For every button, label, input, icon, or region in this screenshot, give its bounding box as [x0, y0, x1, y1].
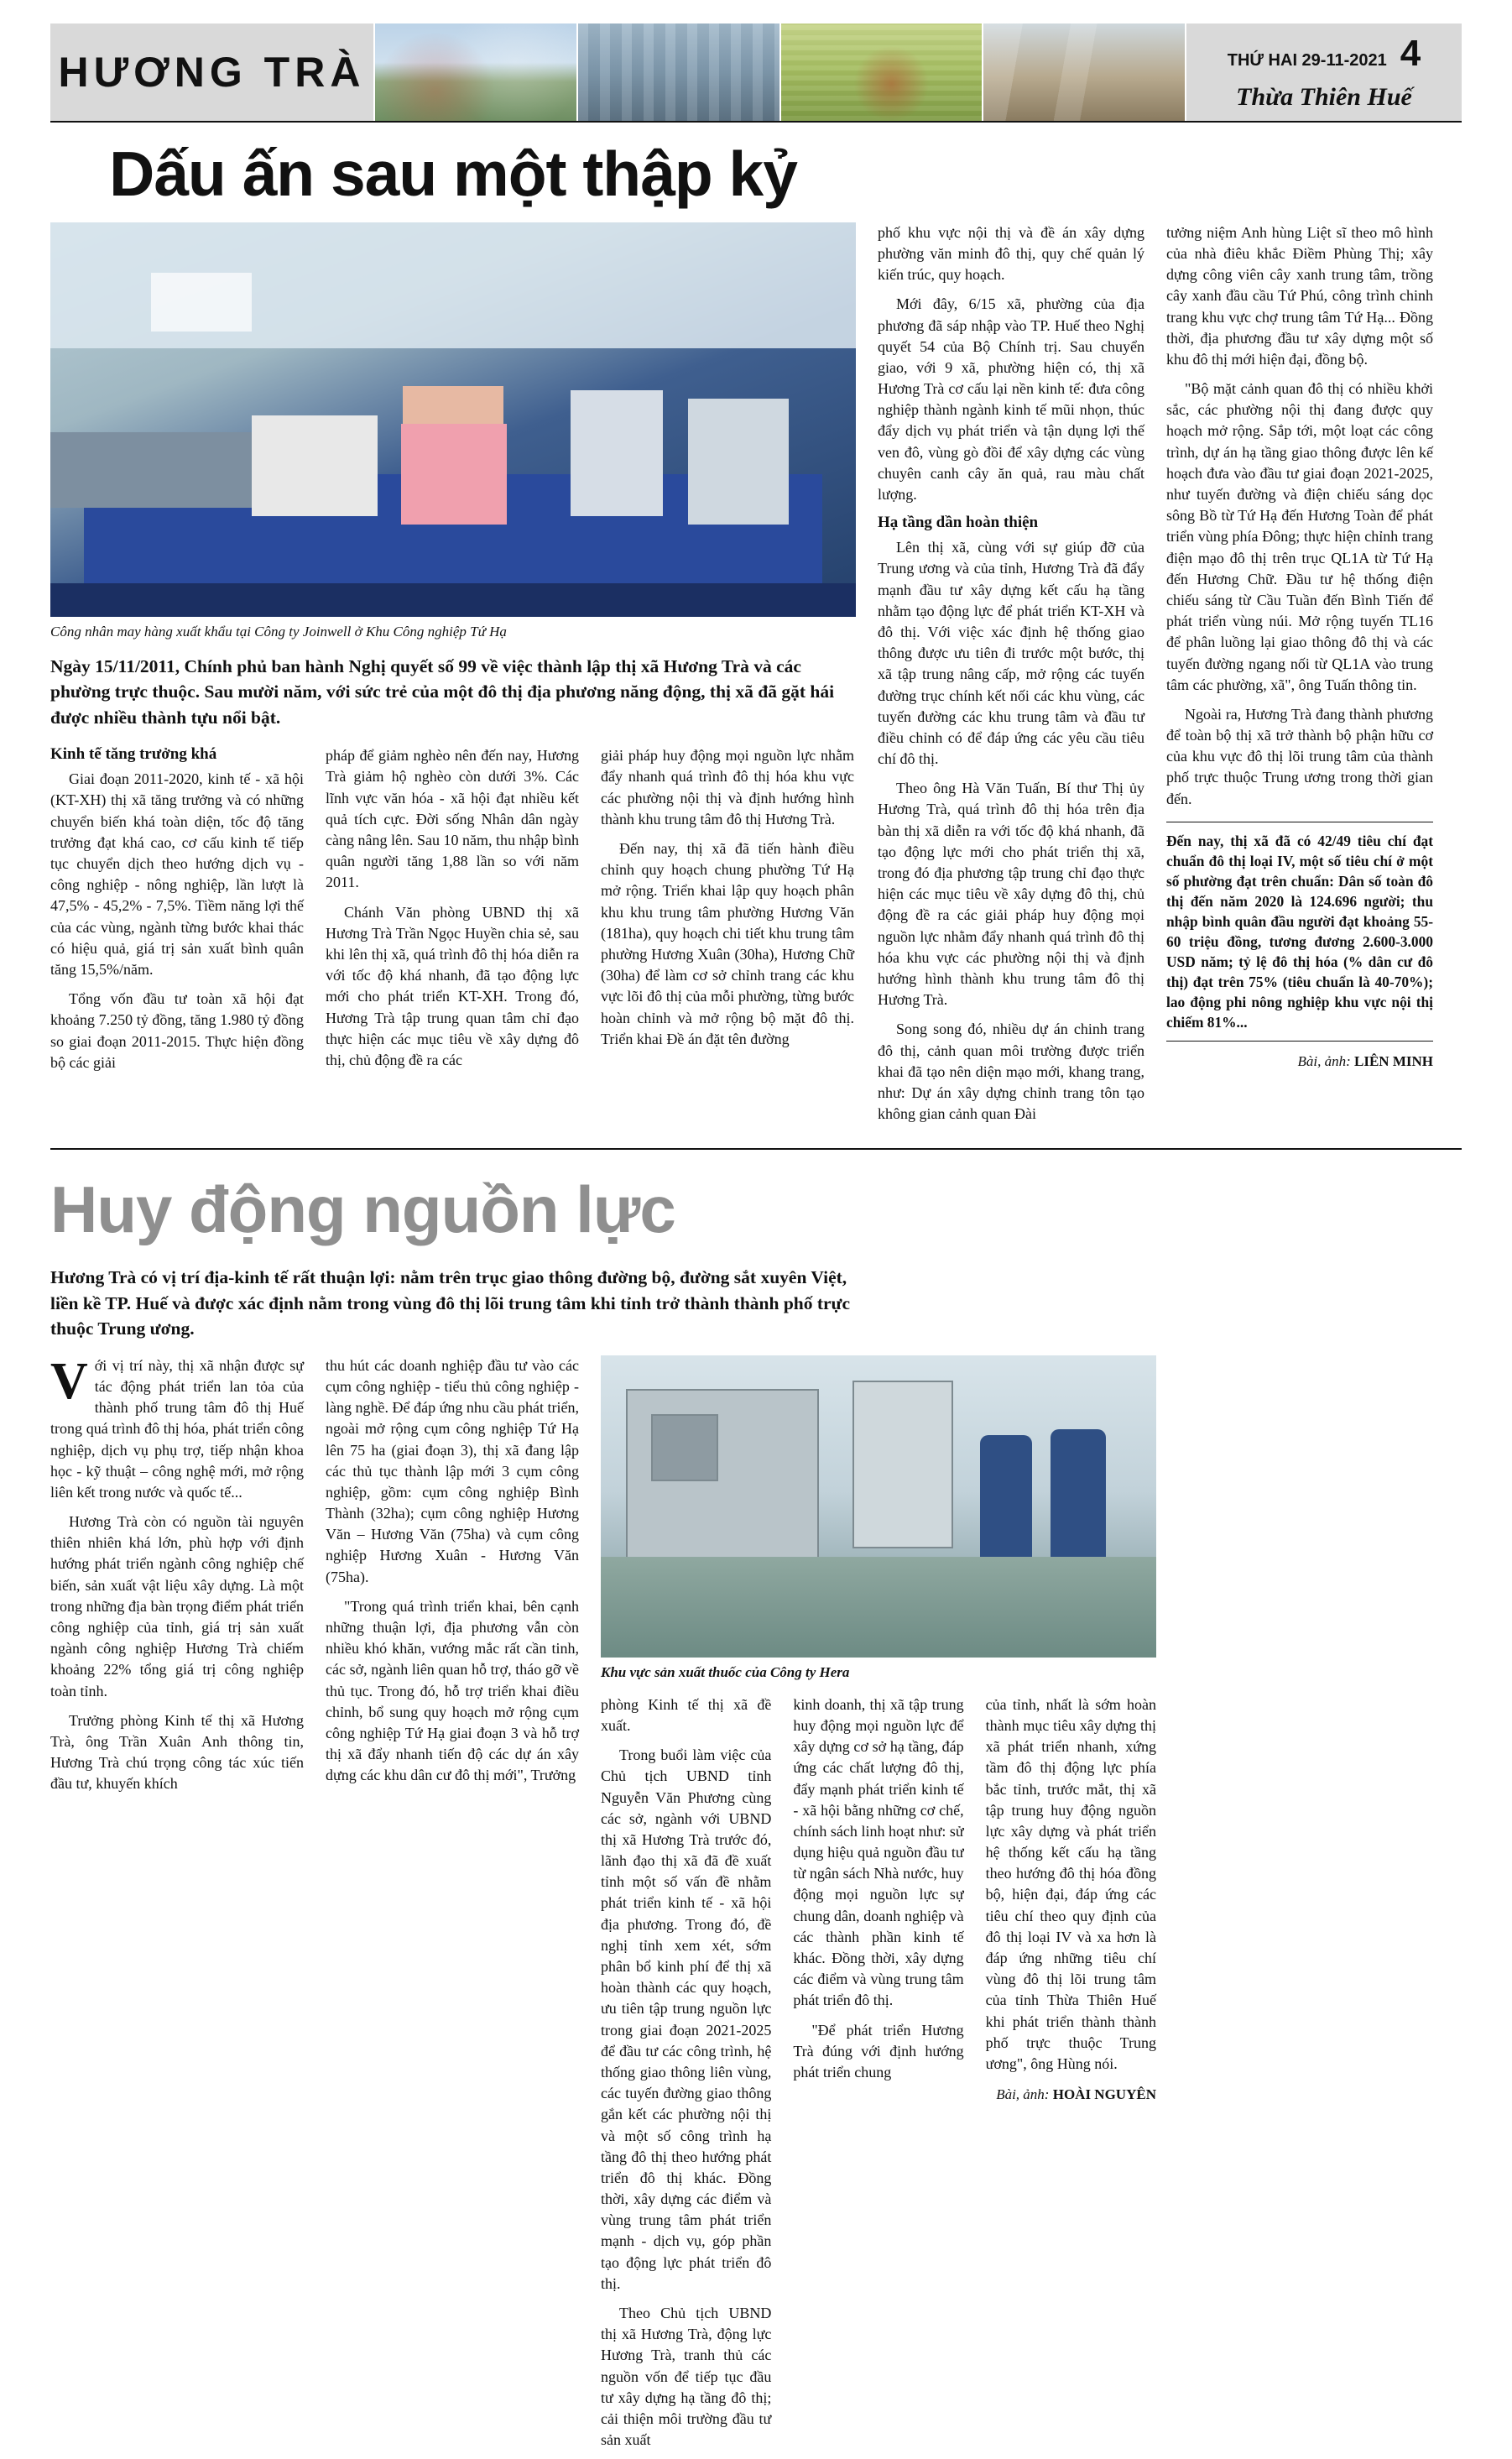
paragraph: "Bộ mặt cảnh quan đô thị có nhiều khởi sắc, các phường nội thị đang được quy hoạch mở rộng. Sắp tới, một loạt các công trình, dự án hạ tầng giao thông được lên kế hoạch đưa vào đầu tư giai đoạn 2021-2025, như tuyến đường và điện chiếu sáng dọc sông Bồ từ Tứ Hạ đến Hương Toàn để phát triển vùng phía Đông; thực hiện chỉnh trang điện mạo đô thị trên trục QL1A từ Tứ Hạ đến Hương Chữ. Đầu tư hệ thống điện chiếu sáng từ Cầu Tuần đến Bình Tiến để phát triển vùng núi. Mở rộng tuyến TL16 để phân luồng lại giao thông đô thị và các tuyến đường ngang nối từ QL1A vào trung tâm các phường, xã", ông Tuấn thông tin. [1166, 380, 1433, 693]
article-two-byline [986, 2086, 1156, 2103]
article-one [50, 123, 1462, 1150]
issue-date: THỨ HAI 29-11-2021 [1227, 51, 1387, 70]
section-name: HƯƠNG TRÀ [58, 49, 366, 96]
article-one-col-2 [326, 745, 579, 1082]
paragraph: phố khu vực nội thị và đề án xây dựng phường văn minh đô thị, quy chế quản lý kiến trúc, quy hoạch. [878, 223, 1144, 284]
article-one-col-5 [1166, 222, 1433, 1134]
paragraph: Trong buổi làm việc của Chủ tịch UBND tỉnh Nguyễn Văn Phương cùng các sở, ngành với UBND thị xã Hương Trà trước đó, lãnh đạo thị xã đã đề xuất tỉnh một số vấn đề nhằm phát triển kinh tế - xã hội địa phương. Trong đó, đề nghị tỉnh xem xét, sớm phân bổ kinh phí để thị xã hoàn thành các quy hoạch, ưu tiên tập trung nguồn lực trong giai đoạn 2021-2025 để đầu tư các công trình, hệ thống giao thông liên vùng, các tuyến đường giao thông gắn kết các phường nội thị và một số công trình hạ tầng đô thị theo hướng phát triển đô thị khác. Đồng thời, xây dựng các điểm và vùng trung tâm phát triển mạnh - dịch vụ, góp phần tạo động lực phát triển đô thị. [601, 1746, 772, 2292]
paragraph: Ngoài ra, Hương Trà đang thành phương để toàn bộ thị xã trở thành bộ phận hữu cơ của khu vực đô thị lõi trung tâm của thành phố trực thuộc Trung ương trong thời gian đến. [1166, 705, 1433, 807]
article-one-col-4 [878, 222, 1144, 1134]
article-two-lower-columns [601, 1694, 1156, 2459]
masthead-photo-strip [373, 23, 1185, 121]
sewing-factory-photo [50, 222, 856, 617]
article-one-subheading-1: Kinh tế tăng trưởng khá [50, 745, 217, 764]
paragraph: Chánh Văn phòng UBND thị xã Hương Trà Trần Ngọc Huyền chia sẻ, sau khi lên thị xã, quá trình đô thị hóa diễn ra với tốc độ khá nhanh, đã tạo động lực mới cho phát triển KT-XH. Trong đó, Hương Trà tập trung quan tâm chỉ đạo thực hiện các mục tiêu về xây dựng đô thị, chủ động đề ra các [326, 903, 579, 1068]
article-two-col-5 [986, 1694, 1156, 2459]
article-one-highlight-box: Đến nay, thị xã đã có 42/49 tiêu chí đạt chuẩn đô thị loại IV, một số tiêu chí ở một số phường đạt trên chuẩn: Dân số toàn đô thị đến năm 2020 là 124.696 người; thu nhập bình quân đầu người đạt khoảng 55-60 triệu đồng, tương đương 2.600-3.000 USD năm; tỷ lệ đô thị hóa (% dân cư đô thị) đạt trên 75% (tiêu chuẩn là 40-70%); lao động phi nông nghiệp khu vực nội thị chiếm 81%... [1166, 822, 1433, 1042]
factory-photo [576, 23, 779, 121]
article-one-lead: Ngày 15/11/2011, Chính phủ ban hành Nghị quyết số 99 về việc thành lập thị xã Hương Trà và các phường trực thuộc. Sau mười năm, với sức trẻ của một đô thị địa phương năng động, thị xã đã gặt hái được nhiều thành tựu nổi bật. [50, 655, 835, 728]
paragraph: thu hút các doanh nghiệp đầu tư vào các cụm công nghiệp - tiểu thủ công nghiệp - làng nghề. Để đáp ứng nhu cầu phát triển, ngoài mở rộng cụm công nghiệp Tứ Hạ lên 75 ha (giai đoạn 3), thị xã đang lập các thủ tục thành lập mới 3 cụm công nghiệp, gồm: cụm công nghiệp Bình Thành (32ha); cụm công nghiệp Hương Văn – Hương Văn (75ha) và cụm công nghiệp Hương Xuân - Hương Văn (75ha). [326, 1356, 579, 1585]
article-one-byline [1166, 1053, 1433, 1070]
pharma-production-photo [601, 1355, 1156, 1658]
street-photo [373, 23, 576, 121]
paragraph: Theo Chủ tịch UBND thị xã Hương Trà, động lực Hương Trà, tranh thủ các nguồn vốn để tiếp tục đầu tư xây dựng hạ tầng đô thị; cải thiện môi trường đầu tư sản xuất [601, 2305, 772, 2449]
article-one-subheading-2: Hạ tầng dần hoàn thiện [878, 514, 1039, 532]
paragraph: tưởng niệm Anh hùng Liệt sĩ theo mô hình của nhà điêu khắc Điềm Phùng Thị; xây dựng công viên cây xanh trung tâm, trồng cây xanh đầu cầu Tứ Phú, công trình chinh trang khu vực chợ trung tâm Tứ Hạ... Đồng thời, địa phương đầu tư xây dựng một số khu đô thị mới hiện đại, đồng bộ. [1166, 223, 1433, 368]
byline-label: Bài, ảnh: [1297, 1052, 1351, 1069]
issue-date-row [1228, 33, 1421, 75]
article-two-right-block [601, 1355, 1156, 2459]
paper-name: Thừa Thiên Huế [1236, 83, 1412, 111]
article-two-photo-caption: Khu vực sản xuất thuốc của Công ty Hera [601, 1663, 850, 1680]
paragraph: Đến nay, thị xã đã tiến hành điều chỉnh quy hoạch chung phường Tứ Hạ mở rộng. Triển khai lập quy hoạch phân khu khu trung tâm phường Hương Văn (181ha), quy hoạch chi tiết khu trung tâm phường Hương Xuân (30ha), Hương Chữ (30ha) để làm cơ sở chỉnh trang các khu vực lõi đô thị của mỗi phường, từng bước hoàn chỉnh và mở rộng bộ mặt đô thị. Triển khai Đề án đặt tên đường [601, 840, 854, 1047]
article-one-headline: Dấu ấn sau một thập kỷ [109, 138, 797, 209]
paragraph: Giai đoạn 2011-2020, kinh tế - xã hội (KT-XH) thị xã tăng trưởng và có những chuyển biến khá toàn diện, tốc độ tăng trưởng đạt khá cao, cơ cấu kinh tế tiếp tục chuyển dịch theo hướng dịch vụ - công nghiệp - nông nghiệp, lần lượt là 47,5% - 45,2% - 7,5%. Tiềm năng lợi thế của các vùng, ngành từng bước khai thác có hiệu quả, giá trị sản xuất bình quân tăng 15,5%/năm. [50, 770, 304, 978]
paragraph: kinh doanh, thị xã tập trung huy động mọi nguồn lực để xây dựng cơ sở hạ tầng, đáp ứng các chất lượng đô thị, đẩy mạnh phát triển kinh tế - xã hội bằng những cơ chế, chính sách linh hoạt như: sử dụng hiệu quả nguồn đầu tư từ ngân sách Nhà nước, huy động mọi nguồn lực sự chung dân, doanh nghiệp và các thành phần kinh tế khác. Đồng thời, xây dựng các điểm và vùng trung tâm phát triển đô thị. [793, 1695, 964, 2009]
article-two-col-3 [601, 1694, 771, 2459]
paragraph: Với vị trí này, thị xã nhận được sự tác động phát triển lan tỏa của thành phố trung tâm đô thị Huế trong quá trình đô thị hóa, phát triển công nghiệp, dịch vụ phụ trợ, tiếp nhận khoa học - kỹ thuật – công nghệ mới, mở rộng liên kết trong nước và quốc tế... [50, 1352, 304, 1501]
harvester-photo [779, 23, 983, 121]
paragraph: Theo ông Hà Văn Tuấn, Bí thư Thị ủy Hương Trà, quá trình đô thị hóa trên địa bàn thị xã diễn ra với tốc độ khá nhanh, đã tạo động lực mới cho phát triển thị xã, trong đó địa phương tập trung chỉ đạo thực hiện các mục tiêu về xây dựng đô thị, chủ động đề ra các giải pháp huy động mọi nguồn lực nhằm đẩy nhanh quá trình đô thị hóa khu vực các phường nội thị và định hướng hình thành khu trung tâm đô thị Hương Trà. [878, 780, 1144, 1009]
article-one-col-1 [50, 745, 304, 1082]
masthead-info [1185, 23, 1462, 121]
article-one-left-block [50, 222, 856, 1134]
paragraph: Mới đây, 6/15 xã, phường của địa phương đã sáp nhập vào TP. Huế theo Nghị quyết 54 của Bộ Chính trị. Sau chuyển giao, với 9 xã, phường hiện có, thị xã Hương Trà cơ cấu lại nền kinh tế: đưa công nghiệp thành ngành kinh tế mũi nhọn, thúc đẩy dịch vụ phát triển và tận dụng lợi thế ven đô, vùng gò đồi để xây dựng các vùng chuyên canh cây ăn quả, rau màu chất lượng. [878, 295, 1144, 503]
byline-label: Bài, ảnh: [996, 2086, 1050, 2103]
paragraph: "Để phát triển Hương Trà đúng với định hướng phát triển chung [793, 2021, 964, 2080]
article-two-col-4 [793, 1694, 963, 2459]
paragraph: giải pháp huy động mọi nguồn lực nhằm đẩy nhanh quá trình đô thị hóa khu vực các phường nội thị và định hướng hình thành khu trung tâm đô thị Hương Trà. [601, 747, 854, 827]
article-one-photo-caption: Công nhân may hàng xuất khẩu tại Công ty Joinwell ở Khu Công nghiệp Tứ Hạ [50, 623, 507, 640]
paragraph: "Trong quá trình triển khai, bên cạnh những thuận lợi, địa phương vẫn còn nhiều khó khăn, vướng mắc rất cần tinh, các sở, ngành liên quan hỗ trợ, tháo gỡ về thủ tục. Trong đó, hỗ trợ triển khai điều chỉnh, bổ sung quy hoạch mở rộng cụm công nghiệp Tứ Hạ giai đoạn 3 và hỗ trợ thị xã đẩy nhanh tiến độ các dự án xây dựng các khu dân cư đô thị mới", Trưởng [326, 1597, 579, 1784]
paragraph: Trưởng phòng Kinh tế thị xã Hương Trà, ông Trần Xuân Anh thông tin, Hương Trà chú trọng công tác xúc tiến đầu tư, khuyến khích [50, 1711, 304, 1793]
article-one-col-3 [601, 745, 854, 1082]
article-two-lead: Hương Trà có vị trí địa-kinh tế rất thuận lợi: nằm trên trục giao thông đường bộ, đường sắt xuyên Việt, liền kề TP. Huế và được xác định nằm trong vùng đô thị lõi trung tâm khi tỉnh trở thành thành phố trực thuộc Trung ương. [50, 1267, 851, 1339]
article-one-columns [50, 745, 856, 1082]
paragraph: Lên thị xã, cùng với sự giúp đỡ của Trung ương và của tỉnh, Hương Trà đã đẩy mạnh đầu tư xây dựng kết cấu hạ tầng nhằm tạo động lực để phát triển KT-XH và đô thị. Với việc xác định hệ thống giao thông được ưu tiên đi trước một bước, thị xã tập trung nâng cấp, mở rộng các tuyến đường trục chính kết nối các khu vùng, các tuyến đường các khu trung tâm và đầu tư điều chỉnh có để đáp ứng các yêu cầu tiêu chí đô thị. [878, 539, 1144, 768]
section-name-block [50, 23, 373, 121]
article-two-col-1 [50, 1352, 304, 2459]
article-one-top [50, 222, 1462, 1134]
paragraph: pháp để giảm nghèo nên đến nay, Hương Trà giảm hộ nghèo còn dưới 3%. Các lĩnh vực văn hóa - xã hội đạt nhiều kết quả tích cực. Đời sống Nhân dân ngày càng nâng lên. Sau 10 năm, thu nhập bình quân người tăng 1,88 lần so với năm 2011. [326, 747, 579, 891]
byline-author: HOÀI NGUYÊN [1052, 2086, 1156, 2103]
article-two [50, 1150, 1462, 2459]
paragraph: Tổng vốn đầu tư toàn xã hội đạt khoảng 7.250 tỷ đồng, tăng 1.980 tỷ đồng so giai đoạn 2011-2015. Thực hiện đồng bộ các giải [50, 990, 304, 1071]
article-two-headline: Huy động nguồn lực [50, 1172, 675, 1247]
page-number: 4 [1400, 33, 1421, 74]
paragraph: của tỉnh, nhất là sớm hoàn thành mục tiêu xây dựng thị xã phát triển nhanh, xứng tầm đô thị động lực phía bắc tỉnh, trước mắt, thị xã tập trung huy động nguồn lực xây dựng và phát triển hệ thống kết cấu hạ tầng theo hướng đô thị hóa đồng bộ, hiện đại, đáp ứng các tiêu chí theo quy định của đô thị loại IV và xa hơn là đáp ứng những tiêu chí vùng đô thị lõi trung tâm của tỉnh Thừa Thiên Huế khi phát triển thành thành phố trực thuộc Trung ương", ông Hùng nói. [985, 1695, 1156, 2072]
cement-plant-photo [982, 23, 1185, 121]
masthead [50, 23, 1462, 123]
paragraph: Song song đó, nhiều dự án chinh trang đô thị, cảnh quan môi trường được triển khai đã tạo nên diện mạo mới, khang trang, như: Dự án xây dựng chỉnh trang tôn tạo không gian cảnh quan Đài [878, 1021, 1144, 1123]
paragraph: Hương Trà còn có nguồn tài nguyên thiên nhiên khá lớn, phù hợp với định hướng phát triển ngành công nghiệp chế biến, sản xuất vật liệu xây dựng. Là một trong những địa bàn trọng điểm phát triển công nghiệp của tỉnh, giá trị sản xuất ngành công nghiệp Hương Trà chiếm khoảng 22% tổng giá trị công nghiệp toàn tỉnh. [50, 1513, 304, 1699]
byline-author: LIÊN MINH [1354, 1052, 1433, 1069]
article-two-col-2 [326, 1355, 579, 2459]
article-two-columns [50, 1352, 1462, 2459]
paragraph: phòng Kinh tế thị xã đề xuất. [601, 1695, 772, 1734]
